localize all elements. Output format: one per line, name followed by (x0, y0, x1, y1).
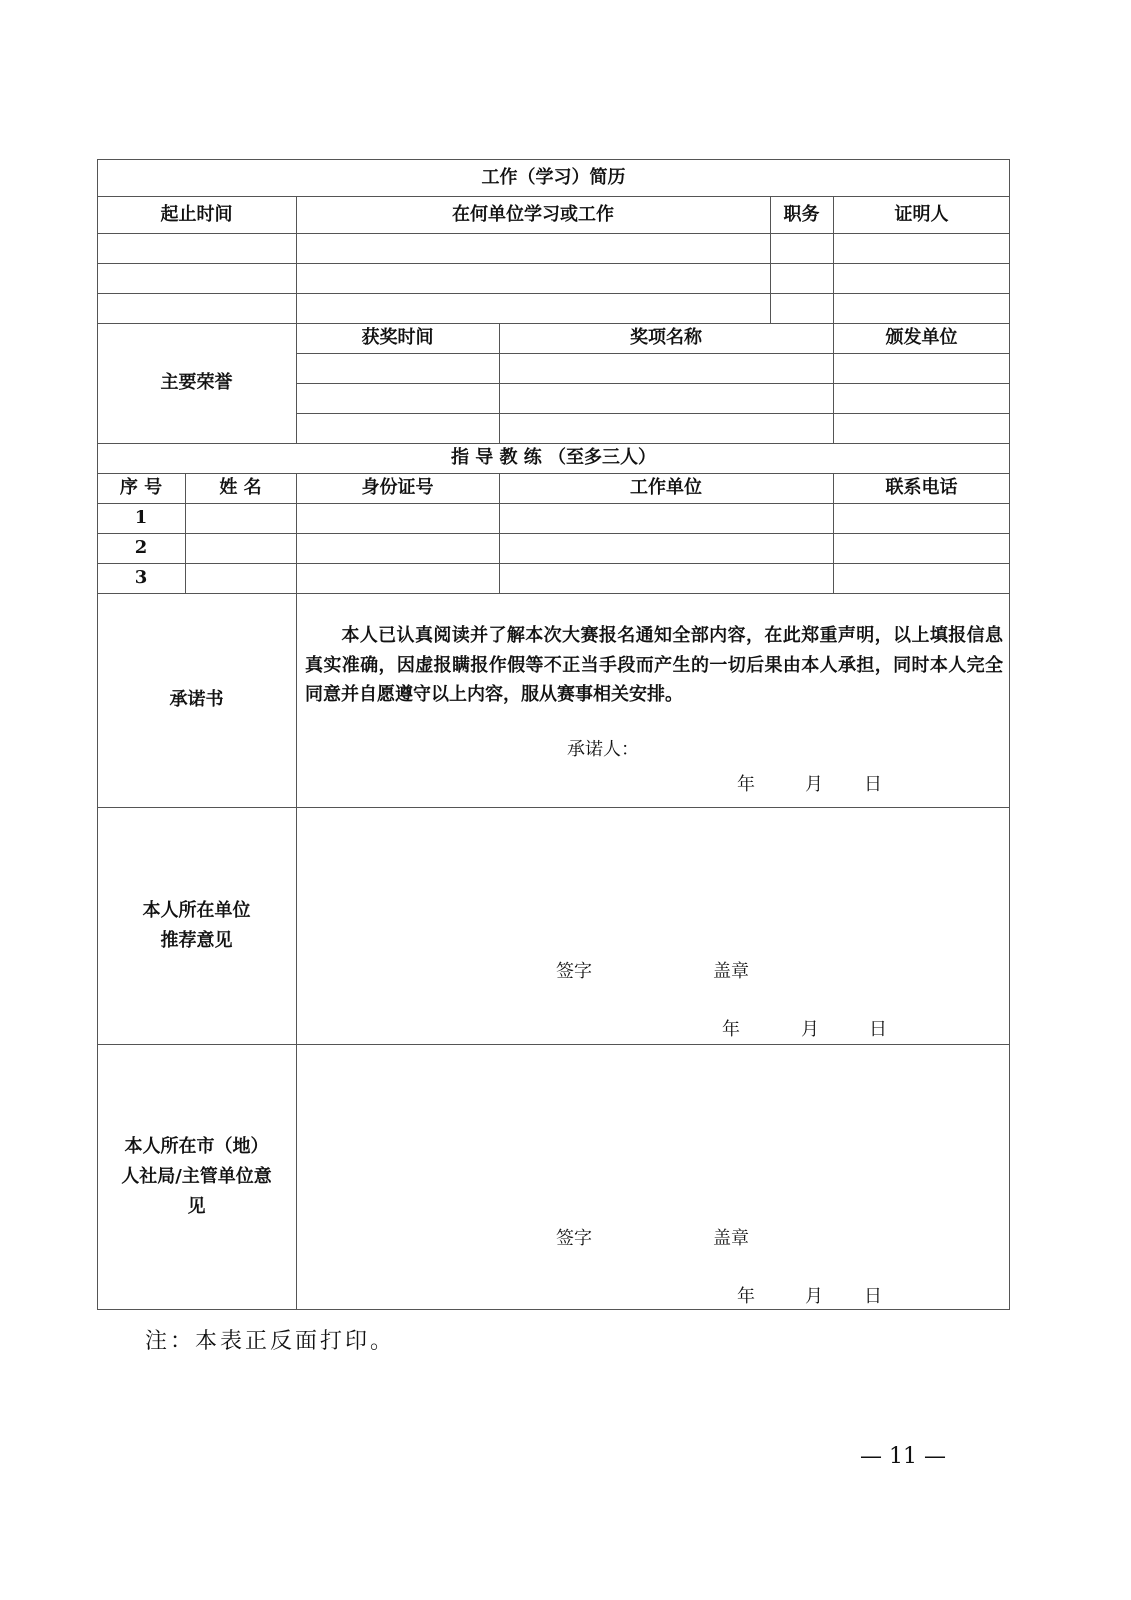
unit-opinion-date-day: 日 (869, 1019, 887, 1040)
city-opinion-label-line-1: 本人所在市（地） (124, 1135, 269, 1157)
honors-row-3-award[interactable] (499, 413, 833, 443)
pledge-text-block (305, 621, 1003, 710)
coach-row-3-unit[interactable] (499, 563, 833, 593)
pledge-date-day: 日 (864, 774, 882, 795)
city-opinion-date-year: 年 (737, 1286, 755, 1307)
honors-row-2-award[interactable] (499, 383, 833, 413)
coach-row-2-no: 2 (134, 537, 148, 558)
coaches-header-id: 身份证号 (361, 477, 434, 498)
coaches-header-name: 姓 名 (219, 477, 262, 498)
resume-row-1-position[interactable] (770, 233, 833, 263)
city-opinion-label-line-2: 人社局/主管单位意 (121, 1165, 272, 1187)
resume-row-1-witness[interactable] (833, 233, 1010, 263)
coaches-section-title: 指 导 教 练 （至多三人） (450, 447, 657, 468)
coach-row-1-id[interactable] (296, 503, 499, 533)
resume-row-1-period[interactable] (97, 233, 296, 263)
coach-row-2-name[interactable] (185, 533, 296, 563)
coach-row-1-no: 1 (134, 507, 148, 528)
pledge-signer-label: 承诺人： (567, 739, 639, 760)
coaches-header-phone: 联系电话 (885, 477, 958, 498)
coach-row-3-phone[interactable] (833, 563, 1010, 593)
city-opinion-label (97, 1044, 296, 1309)
unit-opinion-date-month: 月 (801, 1019, 819, 1040)
resume-header-unit: 在何单位学习或工作 (452, 203, 614, 225)
column-divider (296, 593, 297, 1309)
resume-header-witness: 证明人 (894, 203, 949, 225)
unit-opinion-seal-label: 盖章 (713, 961, 749, 982)
honors-row-2-issuer[interactable] (833, 383, 1010, 413)
honors-row-1-award[interactable] (499, 353, 833, 383)
resume-row-3-unit[interactable] (296, 293, 770, 323)
honors-row-3-date[interactable] (296, 413, 499, 443)
resume-row-2-position[interactable] (770, 263, 833, 293)
coach-row-2-id[interactable] (296, 533, 499, 563)
resume-row-2-period[interactable] (97, 263, 296, 293)
page-number: — 11 — (860, 1444, 946, 1469)
unit-opinion-label-line-1: 本人所在单位 (142, 899, 251, 921)
resume-header-period: 起止时间 (160, 203, 233, 225)
unit-opinion-label (97, 807, 296, 1044)
city-opinion-label-line-3: 见 (187, 1195, 206, 1217)
honors-row-1-issuer[interactable] (833, 353, 1010, 383)
unit-opinion-sign-label: 签字 (556, 961, 592, 982)
coaches-header-unit: 工作单位 (630, 477, 702, 498)
coaches-header-no: 序 号 (119, 477, 163, 498)
honors-row-3-issuer[interactable] (833, 413, 1010, 443)
resume-section-title: 工作（学习）简历 (481, 166, 626, 188)
resume-row-2-witness[interactable] (833, 263, 1010, 293)
resume-header-position: 职务 (783, 203, 820, 225)
coach-row-3-no: 3 (134, 567, 148, 588)
honors-header-award: 奖项名称 (630, 327, 702, 348)
city-opinion-sign-label: 签字 (556, 1228, 592, 1249)
unit-opinion-date-year: 年 (722, 1019, 740, 1040)
city-opinion-seal-label: 盖章 (713, 1228, 749, 1249)
resume-row-2-unit[interactable] (296, 263, 770, 293)
resume-row-3-position[interactable] (770, 293, 833, 323)
pledge-date-year: 年 (737, 774, 755, 795)
coach-row-2-phone[interactable] (833, 533, 1010, 563)
table-border-bottom (97, 1309, 1010, 1310)
city-opinion-date-month: 月 (805, 1286, 823, 1307)
footnote: 注：本表正反面打印。 (145, 1329, 396, 1354)
resume-row-3-period[interactable] (97, 293, 296, 323)
coach-row-3-name[interactable] (185, 563, 296, 593)
resume-row-3-witness[interactable] (833, 293, 1010, 323)
honors-row-2-date[interactable] (296, 383, 499, 413)
honors-header-issuer: 颁发单位 (885, 327, 958, 348)
coach-row-2-unit[interactable] (499, 533, 833, 563)
pledge-date-month: 月 (805, 774, 823, 795)
honors-header-date: 获奖时间 (361, 327, 434, 348)
unit-opinion-label-line-2: 推荐意见 (160, 929, 233, 951)
honors-label: 主要荣誉 (160, 372, 233, 393)
coach-row-1-phone[interactable] (833, 503, 1010, 533)
pledge-text: 本人已认真阅读并了解本次大赛报名通知全部内容，在此郑重声明，以上填报信息真实准确，因虚报瞒报作假等不正当手段而产生的一切后果由本人承担，同时本人完全同意并自愿遵守以上内容，服从赛事相关安排。 (305, 625, 1003, 705)
city-opinion-date-day: 日 (864, 1286, 882, 1307)
coach-row-3-id[interactable] (296, 563, 499, 593)
coach-row-1-unit[interactable] (499, 503, 833, 533)
pledge-label: 承诺书 (169, 689, 224, 710)
coach-row-1-name[interactable] (185, 503, 296, 533)
honors-row-1-date[interactable] (296, 353, 499, 383)
resume-row-1-unit[interactable] (296, 233, 770, 263)
